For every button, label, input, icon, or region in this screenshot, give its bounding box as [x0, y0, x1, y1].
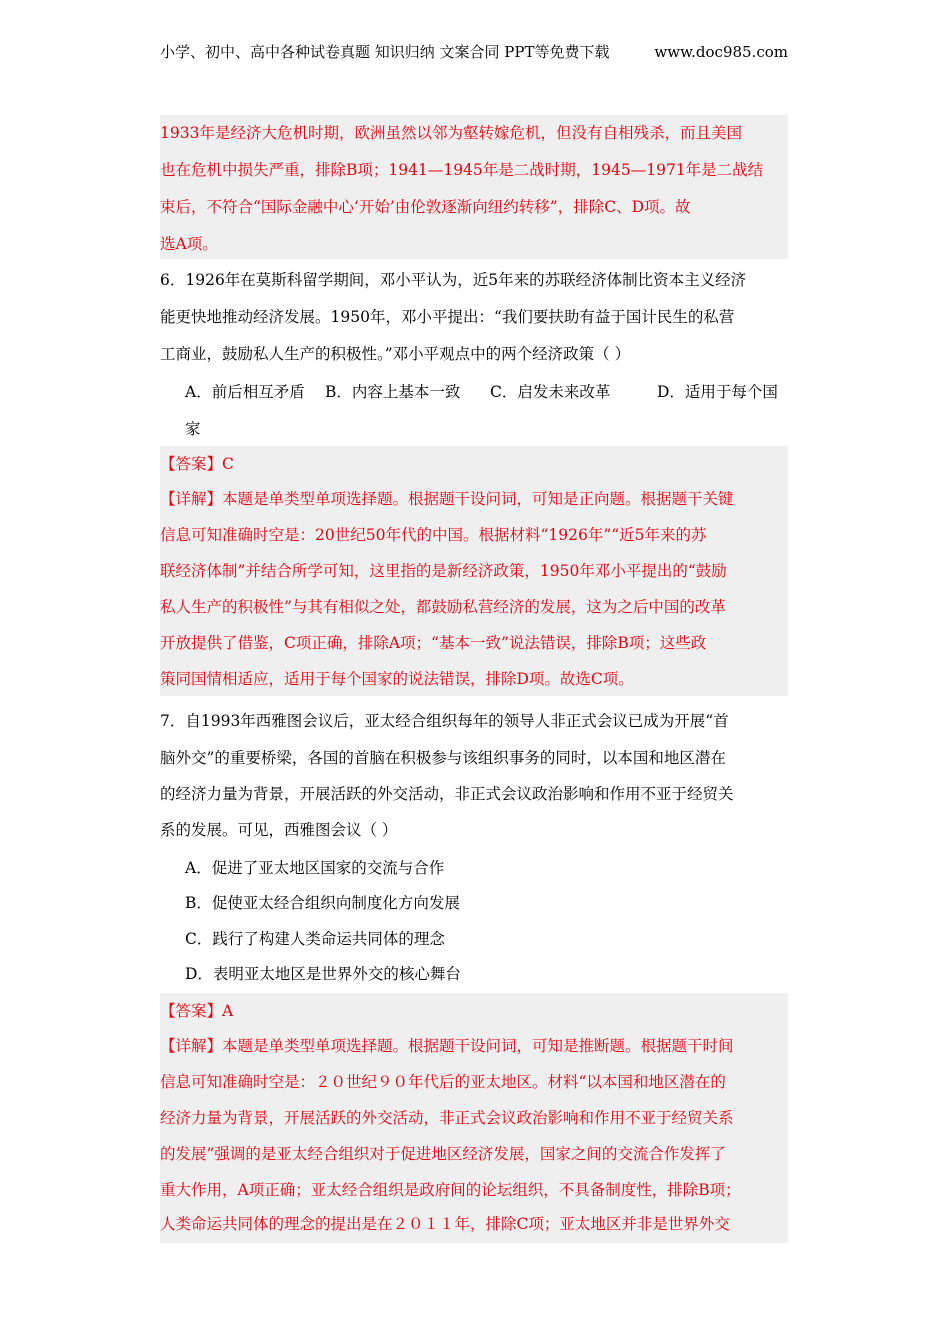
- prev-explanation-line: 束后，不符合“国际金融中心‘开始’由伦敦逐渐向纽约转移”，排除C、D项。故: [160, 198, 691, 216]
- q6-answer: 【答案】C: [160, 455, 234, 473]
- q7-explanation-line: 信息可知准确时空是：２０世纪９０年代后的亚太地区。材料“以本国和地区潜在的: [160, 1073, 726, 1091]
- q7-explanation-line: 经济力量为背景，开展活跃的外交活动，非正式会议政治影响和作用不亚于经贸关系: [160, 1109, 734, 1127]
- q6-explanation-line: 开放提供了借鉴，C项正确，排除A项；“基本一致”说法错误，排除B项；这些政: [160, 634, 707, 652]
- q7-explanation-line: 的发展”强调的是亚太经合组织对于促进地区经济发展，国家之间的交流合作发挥了: [160, 1145, 726, 1163]
- q6-stem-line: 6．1926年在莫斯科留学期间，邓小平认为，近5年来的苏联经济体制比资本主义经济: [160, 271, 747, 289]
- q6-explanation-line: 私人生产的积极性”与其有相似之处，都鼓励私营经济的发展，这为之后中国的改革: [160, 598, 726, 616]
- q7-explanation-line: 【详解】本题是单类型单项选择题。根据题干设问词，可知是推断题。根据题干时间: [160, 1037, 734, 1055]
- header-ad-text: 小学、初中、高中各种试卷真题 知识归纳 文案合同 PPT等免费下载: [160, 43, 610, 61]
- page-header: [160, 40, 800, 64]
- prev-explanation-line: 1933年是经济大危机时期，欧洲虽然以邻为壑转嫁危机，但没有自相残杀，而且美国: [160, 124, 742, 142]
- q7-option-a: A．促进了亚太地区国家的交流与合作: [185, 859, 445, 877]
- q7-stem-line: 的经济力量为背景，开展活跃的外交活动，非正式会议政治影响和作用不亚于经贸关: [160, 785, 734, 803]
- prev-explanation-block: [160, 115, 788, 259]
- q6-answer-block: [160, 446, 788, 696]
- prev-explanation-line: 也在危机中损失严重，排除B项；1941—1945年是二战时期，1945—1971年是二战结: [160, 161, 764, 179]
- q7-stem-line: 7．自1993年西雅图会议后，亚太经合组织每年的领导人非正式会议已成为开展“首: [160, 712, 729, 730]
- q6-option-c: C．启发未来改革: [490, 383, 611, 401]
- q6-stem-line: 工商业，鼓励私人生产的积极性。”邓小平观点中的两个经济政策（ ）: [160, 345, 631, 363]
- q7-explanation-line: 人类命运共同体的理念的提出是在２０１１年，排除C项；亚太地区并非是世界外交: [160, 1215, 730, 1233]
- q6-stem-line: 能更快地推动经济发展。1950年，邓小平提出：“我们要扶助有益于国计民生的私营: [160, 308, 735, 326]
- q7-option-c: C．践行了构建人类命运共同体的理念: [185, 930, 445, 948]
- q6-explanation-line: 【详解】本题是单类型单项选择题。根据题干设问词，可知是正向题。根据题干关键: [160, 490, 734, 508]
- q6-explanation-line: 信息可知准确时空是：20世纪50年代的中国。根据材料“1926年”“近5年来的苏: [160, 526, 707, 544]
- header-website-link[interactable]: www.doc985.com: [654, 43, 788, 61]
- q7-answer: 【答案】A: [160, 1002, 234, 1020]
- q6-option-d-continued: 家: [185, 420, 201, 438]
- q6-explanation-line: 联经济体制”并结合所学可知，这里指的是新经济政策，1950年邓小平提出的“鼓励: [160, 562, 727, 580]
- q7-option-d: D．表明亚太地区是世界外交的核心舞台: [185, 965, 461, 983]
- q6-option-d: D．适用于每个国: [657, 383, 778, 401]
- q7-option-b: B．促使亚太经合组织向制度化方向发展: [185, 894, 460, 912]
- q7-answer-block: [160, 993, 788, 1243]
- q7-explanation-line: 重大作用，A项正确；亚太经合组织是政府间的论坛组织，不具备制度性，排除B项；: [160, 1181, 741, 1199]
- prev-explanation-line: 选A项。: [160, 235, 218, 253]
- q6-explanation-line: 策同国情相适应，适用于每个国家的说法错误，排除D项。故选C项。: [160, 670, 634, 688]
- q6-option-a: A．前后相互矛盾: [185, 383, 305, 401]
- q6-option-b: B．内容上基本一致: [325, 383, 461, 401]
- q7-stem-line: 脑外交”的重要桥梁，各国的首脑在积极参与该组织事务的同时，以本国和地区潜在: [160, 749, 726, 767]
- q7-stem-line: 系的发展。可见，西雅图会议（ ）: [160, 821, 398, 839]
